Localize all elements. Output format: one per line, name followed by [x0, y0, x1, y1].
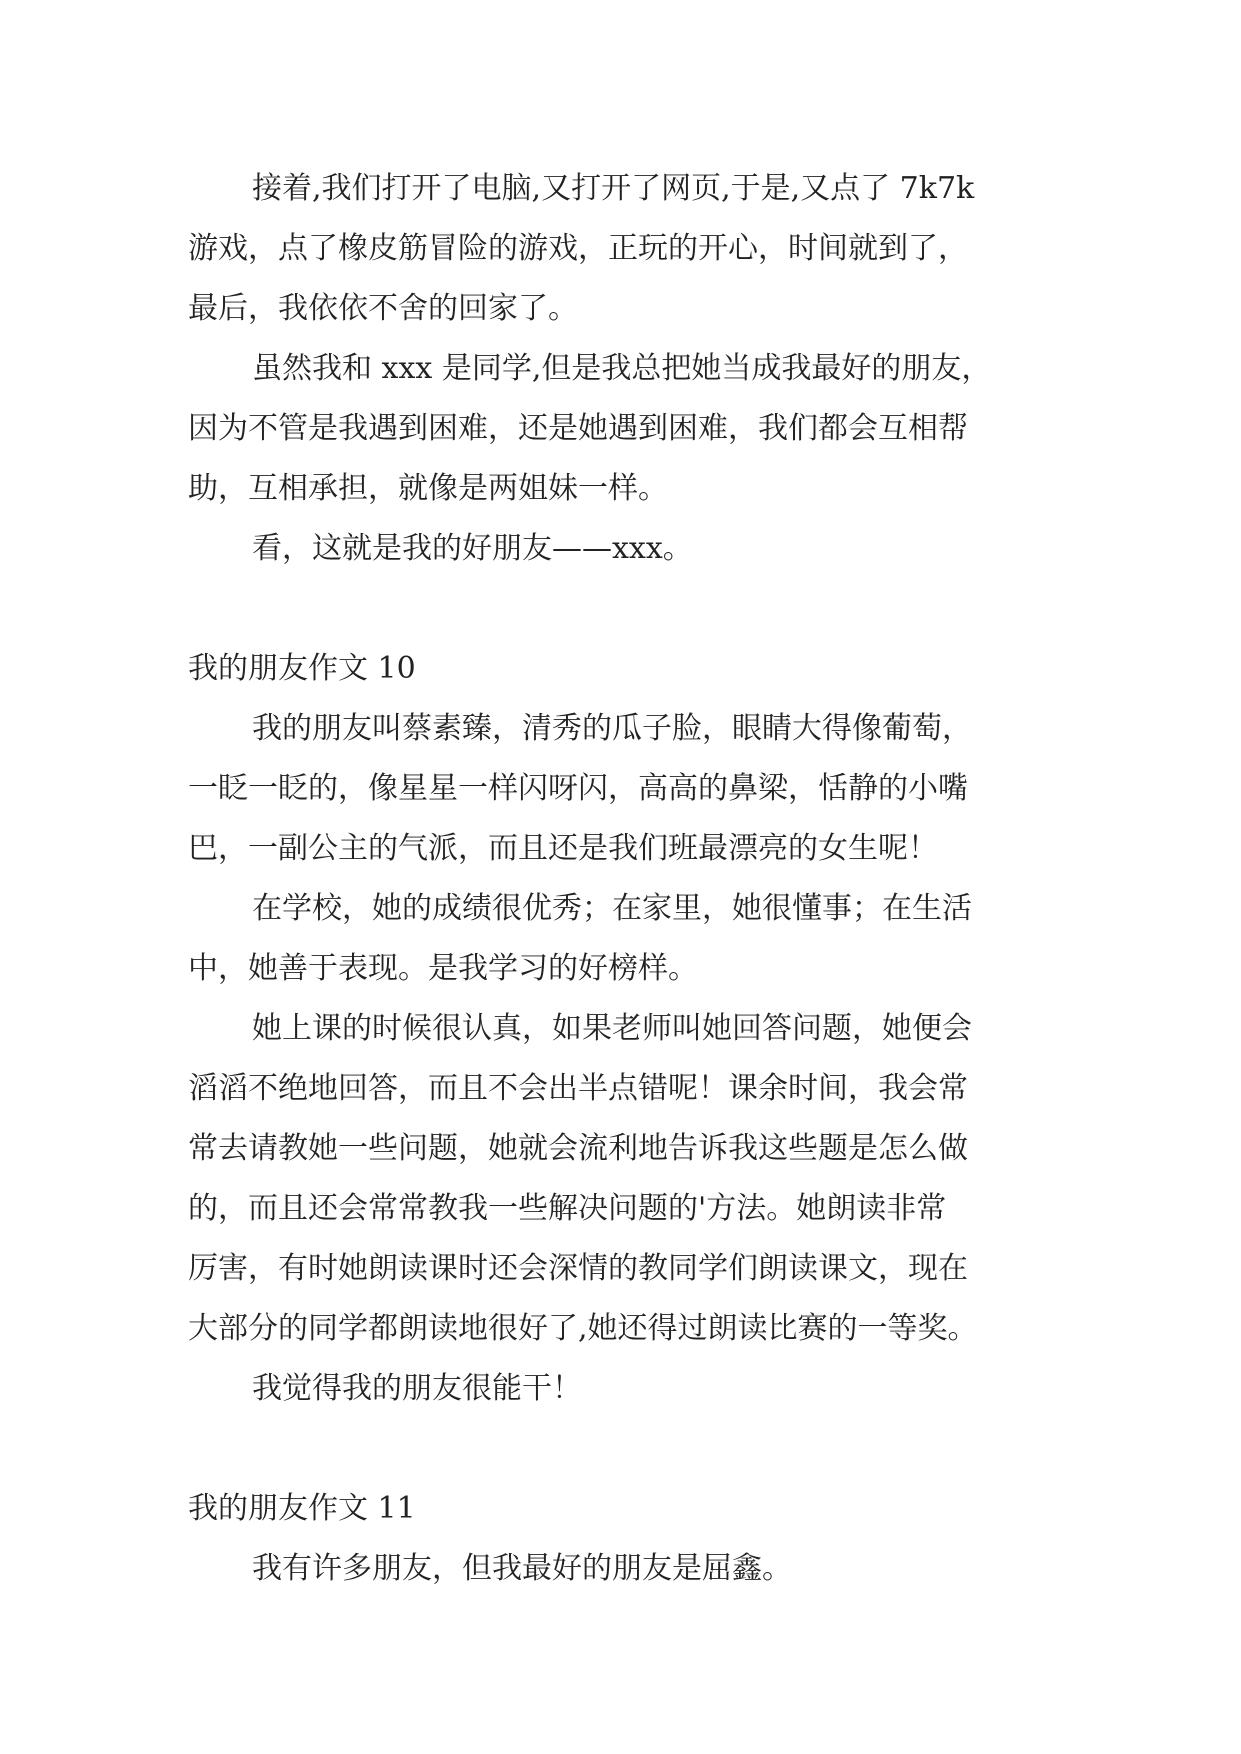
paragraph — [188, 999, 1068, 1359]
paragraph-line: 厉害，有时她朗读课时还会深情的教同学们朗读课文，现在 — [188, 1251, 968, 1286]
paragraph-line: 滔滔不绝地回答，而且不会出半点错呢！课余时间，我会常 — [188, 1071, 968, 1106]
paragraph — [188, 339, 1068, 519]
paragraph-line: 中，她善于表现。是我学习的好榜样。 — [188, 951, 698, 986]
section-heading: 我的朋友作文 10 — [188, 651, 416, 686]
section-11 — [188, 1479, 1068, 1599]
paragraph-line: 游戏，点了橡皮筋冒险的游戏，正玩的开心，时间就到了， — [188, 231, 968, 266]
section-spacer — [188, 1419, 1068, 1479]
paragraph-line: 因为不管是我遇到困难，还是她遇到困难，我们都会互相帮 — [188, 411, 968, 446]
paragraph-line: 接着,我们打开了电脑,又打开了网页,于是,又点了 7k7k — [252, 171, 975, 206]
paragraph-line: 她上课的时候很认真，如果老师叫她回答问题，她便会 — [252, 1011, 972, 1046]
paragraph-line: 助，互相承担，就像是两姐妹一样。 — [188, 471, 668, 506]
paragraph-line: 巴，一副公主的气派，而且还是我们班最漂亮的女生呢！ — [188, 831, 938, 866]
paragraph-line: 常去请教她一些问题，她就会流利地告诉我这些题是怎么做 — [188, 1131, 968, 1166]
paragraph — [188, 1359, 1068, 1419]
paragraph-line: 我觉得我的朋友很能干！ — [252, 1371, 582, 1406]
paragraph-line: 一眨一眨的，像星星一样闪呀闪，高高的鼻梁，恬静的小嘴 — [188, 771, 968, 806]
paragraph-line: 虽然我和 xxx 是同学,但是我总把她当成我最好的朋友， — [252, 351, 992, 386]
paragraph-line: 的，而且还会常常教我一些解决问题的'方法。她朗读非常 — [188, 1191, 947, 1226]
paragraph — [188, 699, 1068, 879]
paragraph-line: 最后，我依依不舍的回家了。 — [188, 291, 578, 326]
section-spacer — [188, 579, 1068, 639]
paragraph — [188, 879, 1068, 999]
section-heading: 我的朋友作文 11 — [188, 1491, 416, 1526]
paragraph — [188, 519, 1068, 579]
paragraph-line: 我有许多朋友，但我最好的朋友是屈鑫。 — [252, 1551, 792, 1586]
document-body — [188, 159, 1068, 1599]
paragraph — [188, 1539, 1068, 1599]
section-10 — [188, 639, 1068, 1419]
paragraph-line: 大部分的同学都朗读地很好了,她还得过朗读比赛的一等奖。 — [188, 1311, 978, 1346]
paragraph — [188, 159, 1068, 339]
paragraph-line: 在学校，她的成绩很优秀；在家里，她很懂事；在生活 — [252, 891, 972, 926]
paragraph-line: 我的朋友叫蔡素臻，清秀的瓜子脸，眼睛大得像葡萄， — [252, 711, 972, 746]
paragraph-line: 看，这就是我的好朋友——xxx。 — [252, 531, 693, 566]
